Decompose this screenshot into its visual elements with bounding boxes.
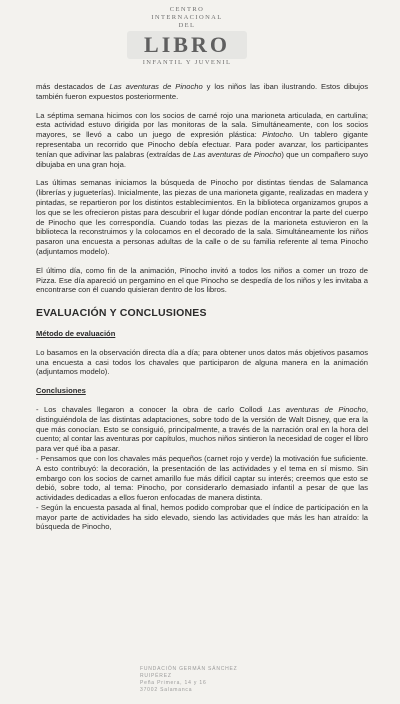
conclusion-3: - Según la encuesta pasada al final, hemos podido comprobar que el índice de participación en la mayor parte de actividades ha sido elevado, siendo las actividades que más les han atraído: la búsqueda de Pinocho, <box>36 502 368 532</box>
center-logo <box>112 6 262 76</box>
paragraph-week-seven: La séptima semana hicimos con los socios de carné rojo una marioneta articulada, en cartulina; esta actividad estuvo dirigida por las monitoras de la sala. Simultáneamente, con los socios mayores, se llevó a cabo un juego de expresión plástica: Pintocho. Un tablero gigante representaba un recorrido que Pinocho debía efectuar. Para poder avanzar, los participantes tenían que adivinar las palabras (extraídas de Las aventuras de Pinocho) que un compañero suyo dibujaba en una gran hoja. <box>36 110 368 169</box>
logo-wordmark-graphic <box>127 31 247 59</box>
paragraph-last-day: El último día, como fin de la animación, Pinocho invitó a todos los niños a comer un trozo de Pizza. Ese día apareció un pergamino en el que Pinocho se despedía de los niños y les invitaba a encontrarse con él cuando quisieran dentro de los libros. <box>36 265 368 295</box>
method-heading: Método de evaluación <box>36 328 116 338</box>
logo-line-top: CENTRO <box>169 6 205 13</box>
paragraph-last-weeks: Las últimas semanas iniciamos la búsqueda de Pinocho por distintas tiendas de Salamanca (librerías y jugueterías). Inicialmente, las piezas de una marioneta gigante, realizadas en madera y pintadas, se repartieron por los distintos establecimientos. En la biblioteca organizamos grupos a los que se les ofrecieron pistas para descubrir el lugar dónde podían encontrar la parte del cuerpo de Pinocho que les correspondía. Cuando todas las piezas de la marioneta estuvieron en la biblioteca la reconstruimos y la colocamos en el decorado de la sala. Simultáneamente los niños pasaron una encuesta a personas adultas de la calle o de su familia referente al tema Pinocho (adjuntamos modelo). <box>36 178 368 256</box>
logo-line-small: DEL <box>178 22 196 29</box>
footer-stamp <box>140 666 270 694</box>
footer-line-2: Peña Primera, 14 y 16 <box>140 680 207 686</box>
document-body <box>36 82 368 532</box>
footer-line-3: 37002 Salamanca <box>140 687 193 693</box>
footer-line-1: FUNDACIÓN GERMÁN SÁNCHEZ RUIPÉREZ <box>140 666 238 679</box>
conclusions-heading: Conclusiones <box>36 386 86 396</box>
section-title: EVALUACIÓN Y CONCLUSIONES <box>36 307 207 320</box>
method-text: Lo basamos en la observación directa día a día; para obtener unos datos más objetivos pasamos una encuesta a casi todos los chavales que participaron de alguna manera en la animación (adjuntamos modelo). <box>36 347 368 377</box>
logo-line-mid: INTERNACIONAL <box>151 14 223 21</box>
paragraph-drawings: más destacados de Las aventuras de Pinocho y los niños las iban ilustrando. Estos dibujos también fueron expuestos posteriormente. <box>36 82 368 101</box>
logo-line-bottom: INFANTIL Y JUVENIL <box>142 59 232 66</box>
logo-big-text: LIBRO <box>144 32 230 57</box>
conclusion-1: - Los chavales llegaron a conocer la obra de carlo Collodi Las aventuras de Pinocho, distinguiéndola de las distintas adaptaciones, sobre todo de la versión de Walt Disney, que era la que más conocían. Esto se consiguió, principalmente, a través de la narración oral en la hora del cuento; al contar las aventuras por capítulos, muchos niños sintieron la necesidad de coger el libro para ver qué iba a pasar. <box>36 404 368 454</box>
conclusion-2: - Pensamos que con los chavales más pequeños (carnet rojo y verde) la motivación fue suficiente. A esto contribuyó: la decoración, la presentación de las actividades y el tema en sí mismo. Sin embargo con los socios de carnet amarillo fue más difícil captar su interés; creemos que esto se debió, sobre todo, al tema: Pinocho, por considerarlo demasiado infantil a pesar de que las actividades dedicadas a ellos fueron enfocadas de manera distinta. <box>36 453 368 503</box>
